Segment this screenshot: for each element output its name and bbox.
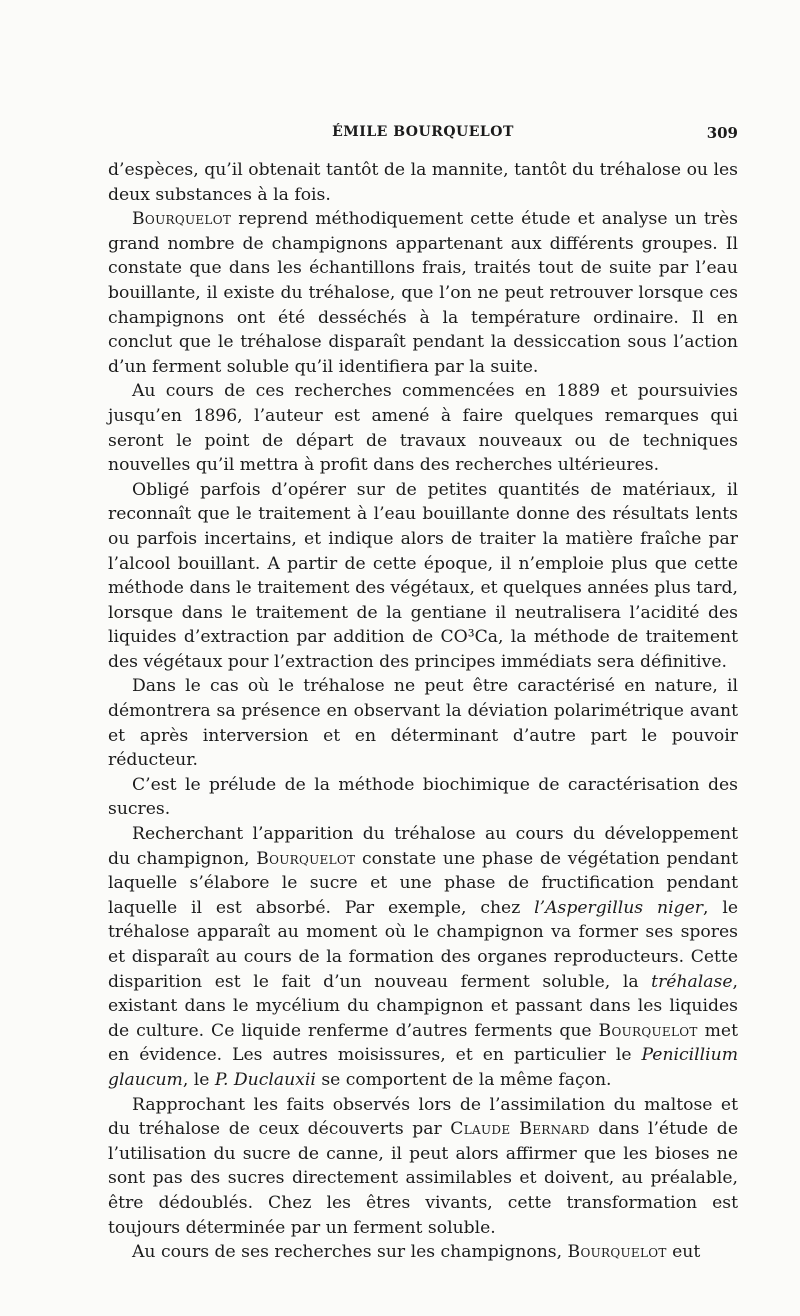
text-run: Obligé parfois d’opérer sur de petites quantités de matériaux, il reconnaît que le traitement à l’eau bouillante donne des résultats lents ou parfois incertains, et indique alors de traiter la matière fraîche par l’alcool bouillant. A partir de cette époque, il n’emploie plus que cette méthode dans le traitement des végétaux, et quelques années plus tard, lorsque dans le traitement de la gentiane il neutralisera l’acidité des liquides d’extraction par addition de CO³Ca, la méthode de traitement des végétaux pour l’extraction des principes immédiats sera définitive. — [108, 479, 738, 672]
author-name: Bourquelot — [256, 848, 356, 869]
text-run: , existant dans le mycélium du champignon et passant dans les liquides de culture. Ce liquide renferme d’autres ferments que — [108, 971, 738, 1041]
text-run: d’espèces, qu’il obtenait tantôt de la mannite, tantôt du tréhalose ou les deux substances à la fois. — [108, 160, 738, 205]
body-text — [108, 158, 738, 1265]
text-run: Recherchant l’apparition du tréhalose au cours du développement du champignon, — [108, 824, 738, 869]
paragraph — [108, 773, 738, 822]
text-run: constate une phase de végétation pendant laquelle s’élabore le sucre et une phase de fructification pendant laquelle il est absorbé. Par exemple, chez — [108, 848, 738, 918]
species-name: l’Aspergillus niger — [534, 897, 703, 918]
running-header — [108, 124, 738, 146]
text-run: met en évidence. Les autres moisissures, et en particulier le — [108, 1020, 738, 1066]
text-run: Rapprochant les faits observés lors de l’assimilation du maltose et du tréhalose de ceux découverts par — [108, 1094, 738, 1140]
text-run: dans l’étude de l’utilisation du sucre de canne, il peut alors affirmer que les bioses ne sont pas des sucres directement assimilables et doivent, au préalable, être dédoublés. Chez les êtres vivants, cette transformation est toujours déterminée par un ferment soluble. — [108, 1119, 738, 1238]
author-name: Bourquelot — [132, 209, 232, 230]
paragraph — [108, 379, 738, 477]
author-name: Bourquelot — [598, 1020, 698, 1041]
paragraph — [108, 1240, 738, 1265]
author-name: Bourquelot — [567, 1242, 667, 1263]
species-name: Penicillium glaucum — [108, 1045, 738, 1090]
paragraph — [108, 207, 738, 379]
page-number: 309 — [706, 124, 738, 142]
text-run: se comportent de la même façon. — [315, 1069, 612, 1090]
paragraph — [108, 478, 738, 675]
paragraph — [108, 674, 738, 772]
text-run: eut — [666, 1242, 701, 1263]
text-run: Au cours de ses recherches sur les champignons, — [132, 1242, 568, 1263]
enzyme-name: tréhalase — [651, 971, 733, 992]
paragraph — [108, 158, 738, 207]
text-run: C’est le prélude de la méthode biochimique de caractérisation des sucres. — [108, 774, 738, 820]
text-run: Dans le cas où le tréhalose ne peut être caractérisé en nature, il démontrera sa présence en observant la déviation polarimétrique avant et après interversion et en déterminant d’autre part le pouvoir réducteur. — [108, 676, 738, 771]
paragraph — [108, 822, 738, 1093]
running-title: ÉMILE BOURQUELOT — [332, 124, 514, 140]
paragraph — [108, 1093, 738, 1241]
text-run: reprend méthodiquement cette étude et analyse un très grand nombre de champignons appartenant aux différents groupes. Il constate que dans les échantillons frais, traités tout de suite par l’eau bouillante, il existe du tréhalose, que l’on ne peut retrouver lorsque ces champignons ont été desséchés à la température ordinaire. Il en conclut que le tréhalose disparaît pendant la dessiccation sous l’action d’un ferment soluble qu’il identifiera par la suite. — [108, 209, 738, 377]
species-name: P. Duclauxii — [214, 1069, 316, 1090]
author-name: Claude Bernard — [450, 1119, 590, 1140]
text-run: , le tréhalose apparaît au moment où le champignon va former ses spores et disparaît au cours de la formation des organes reproducteurs. Cette disparition est le fait d’un nouveau ferment soluble, la — [108, 897, 738, 992]
text-run: , le — [182, 1069, 215, 1090]
text-run: Au cours de ces recherches commencées en 1889 et poursuivies jusqu’en 1896, l’auteur est amené à faire quelques remarques qui seront le point de départ de travaux nouveaux ou de techniques nouvelles qu’il mettra à profit dans des recherches ultérieures. — [108, 381, 738, 476]
